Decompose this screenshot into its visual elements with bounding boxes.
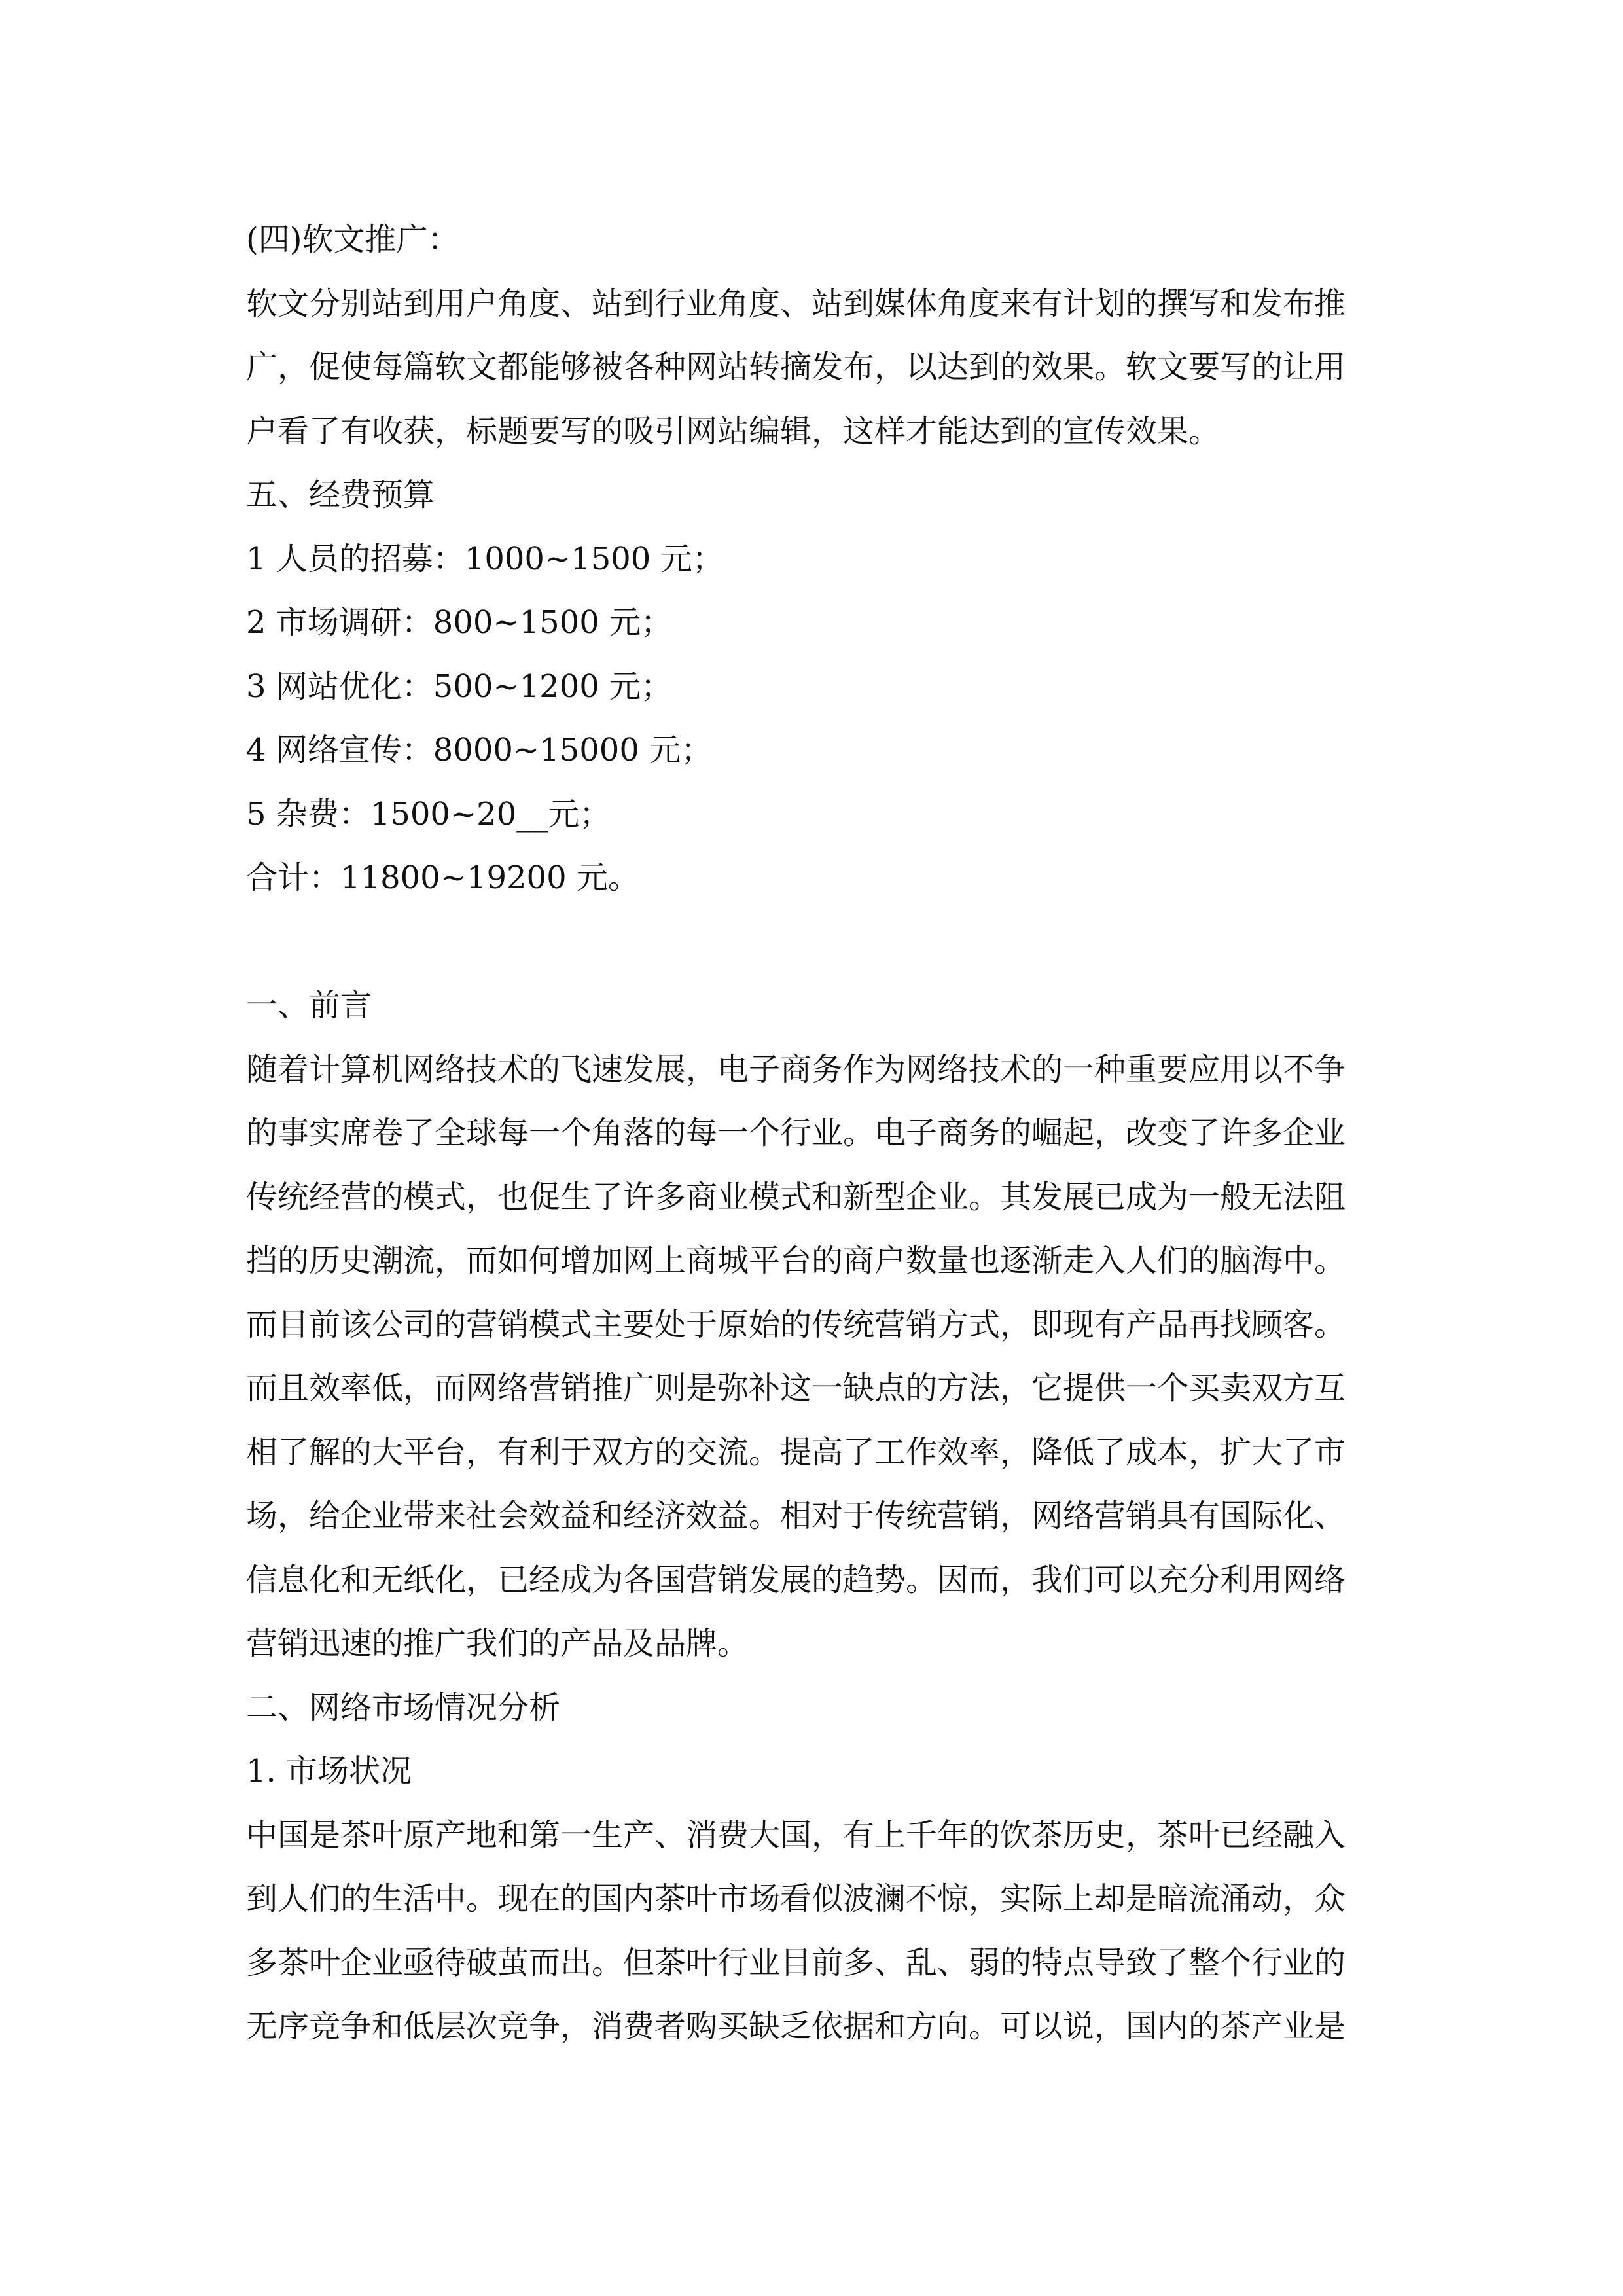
paragraph-line: 户看了有收获，标题要写的吸引网站编辑，这样才能达到的宣传效果。 bbox=[246, 412, 1221, 450]
paragraph-line: 相了解的大平台，有利于双方的交流。提高了工作效率，降低了成本，扩大了市 bbox=[246, 1433, 1346, 1471]
paragraph-line: 场，给企业带来社会效益和经济效益。相对于传统营销，网络营销具有国际化、 bbox=[246, 1498, 1346, 1534]
paragraph-line: 而目前该公司的营销模式主要处于原始的传统营销方式，即现有产品再找顾客。 bbox=[246, 1306, 1346, 1343]
budget-item-online-promotion: 4 网络宣传：8000~15000 元； bbox=[246, 732, 713, 768]
budget-total: 合计：11800~19200 元。 bbox=[246, 859, 639, 896]
paragraph-line: 的事实席卷了全球每一个角落的每一个行业。电子商务的崛起，改变了许多企业 bbox=[246, 1115, 1346, 1151]
paragraph-line: 营销迅速的推广我们的产品及品牌。 bbox=[246, 1625, 749, 1662]
document-body bbox=[246, 208, 1387, 2059]
paragraph-line: 而且效率低，而网络营销推广则是弥补这一缺点的方法，它提供一个买卖双方互 bbox=[246, 1370, 1346, 1407]
paragraph-line: 随着计算机网络技术的飞速发展，电子商务作为网络技术的一种重要应用以不争 bbox=[246, 1050, 1346, 1088]
section-heading-budget: 五、经费预算 bbox=[246, 476, 435, 513]
paragraph-line: 多茶叶企业亟待破茧而出。但茶叶行业目前多、乱、弱的特点导致了整个行业的 bbox=[246, 1944, 1346, 1981]
paragraph-line: 到人们的生活中。现在的国内茶叶市场看似波澜不惊，实际上却是暗流涌动，众 bbox=[246, 1880, 1346, 1917]
paragraph-line: 中国是茶叶原产地和第一生产、消费大国，有上千年的饮茶历史，茶叶已经融入 bbox=[246, 1816, 1346, 1854]
budget-item-market-research: 2 市场调研：800~1500 元； bbox=[246, 604, 673, 641]
subheading-market-status: 1. 市场状况 bbox=[246, 1753, 412, 1789]
blank-line bbox=[246, 910, 1387, 975]
paragraph-line: 挡的历史潮流，而如何增加网上商城平台的商户数量也逐渐走入人们的脑海中。 bbox=[246, 1242, 1346, 1279]
budget-item-recruitment: 1 人员的招募：1000~1500 元； bbox=[246, 540, 724, 577]
paragraph-line: 广，促使每篇软文都能够被各种网站转摘发布，以达到的效果。软文要写的让用 bbox=[246, 349, 1346, 386]
section-heading-soft-article-promotion: (四)软文推广： bbox=[246, 221, 459, 258]
paragraph-line: 传统经营的模式，也促生了许多商业模式和新型企业。其发展已成为一般无法阻 bbox=[246, 1178, 1346, 1215]
paragraph-line: 软文分别站到用户角度、站到行业角度、站到媒体角度来有计划的撰写和发布推 bbox=[246, 285, 1346, 322]
budget-item-website-optimization: 3 网站优化：500~1200 元； bbox=[246, 668, 673, 705]
section-heading-market-analysis: 二、网络市场情况分析 bbox=[246, 1689, 561, 1726]
paragraph-line: 信息化和无纸化，已经成为各国营销发展的趋势。因而，我们可以充分利用网络 bbox=[246, 1561, 1346, 1598]
paragraph-line: 无序竞争和低层次竞争，消费者购买缺乏依据和方向。可以说，国内的茶产业是 bbox=[246, 2008, 1346, 2045]
section-heading-preface: 一、前言 bbox=[246, 987, 372, 1024]
budget-item-misc: 5 杂费：1500~20__元； bbox=[246, 795, 611, 833]
